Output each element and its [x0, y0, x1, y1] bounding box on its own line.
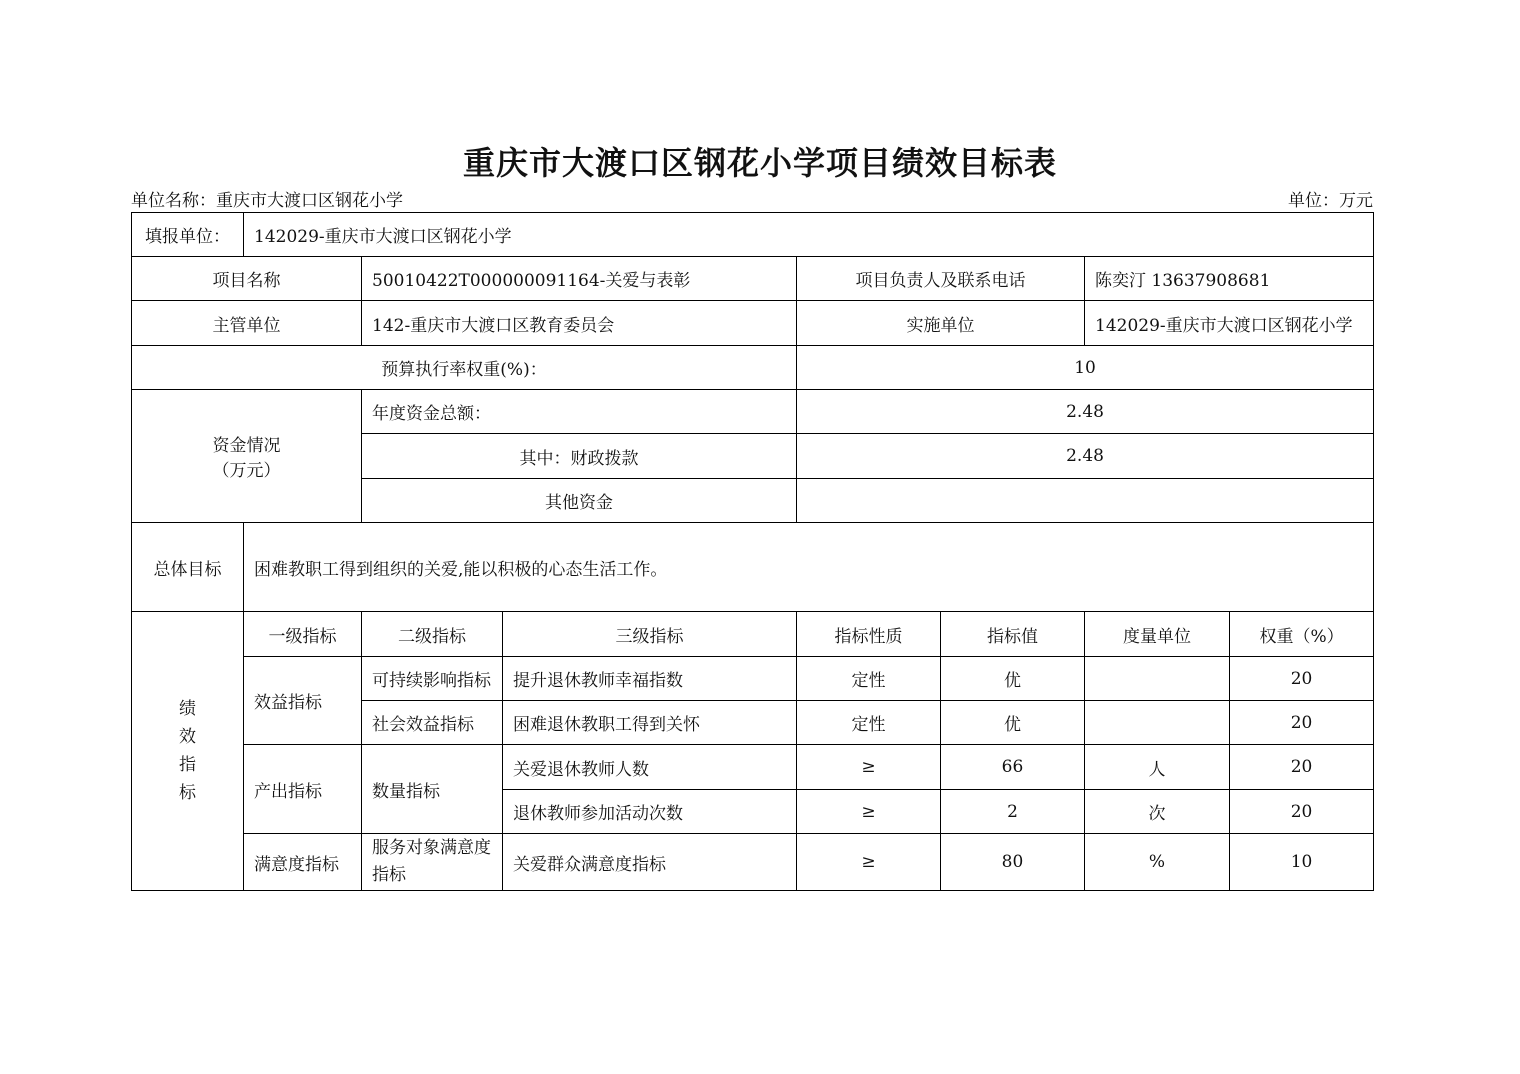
level3-cell: 退休教师参加活动次数	[503, 790, 797, 834]
fill-unit-row	[132, 213, 1374, 257]
level2-social: 社会效益指标	[362, 701, 503, 745]
performance-target-table	[131, 212, 1374, 891]
header-nature: 指标性质	[797, 612, 941, 657]
manager-label: 项目负责人及联系电话	[797, 257, 1085, 301]
level2-service-satisfaction: 服务对象满意度指标	[362, 834, 503, 891]
header-level2: 二级指标	[362, 612, 503, 657]
weight-cell: 20	[1230, 745, 1374, 790]
nature-cell: ≥	[797, 834, 941, 891]
level1-benefit: 效益指标	[244, 657, 362, 745]
budget-weight-value: 10	[797, 346, 1374, 390]
manager-value: 陈奕汀 13637908681	[1085, 257, 1374, 301]
unit-cell	[1085, 701, 1230, 745]
header-level1: 一级指标	[244, 612, 362, 657]
currency-unit-label: 单位：万元	[1288, 191, 1373, 211]
unit-cell: 人	[1085, 745, 1230, 790]
funds-label-line1: 资金情况	[212, 436, 281, 456]
header-unit: 度量单位	[1085, 612, 1230, 657]
funds-label	[132, 390, 362, 523]
unit-name-label: 单位名称：重庆市大渡口区钢花小学	[131, 191, 403, 211]
header-weight: 权重（%）	[1230, 612, 1374, 657]
table-row	[132, 745, 1374, 790]
value-cell: 2	[941, 790, 1085, 834]
level1-output: 产出指标	[244, 745, 362, 834]
section-char: 效	[179, 727, 196, 747]
fiscal-value: 2.48	[797, 434, 1374, 479]
project-name-label: 项目名称	[132, 257, 362, 301]
supervisor-row	[132, 301, 1374, 346]
weight-cell: 10	[1230, 834, 1374, 891]
value-cell: 优	[941, 701, 1085, 745]
unit-cell	[1085, 657, 1230, 701]
level3-cell: 提升退休教师幸福指数	[503, 657, 797, 701]
level3-cell: 关爱群众满意度指标	[503, 834, 797, 891]
performance-indicator-section-label	[132, 612, 244, 891]
value-cell: 优	[941, 657, 1085, 701]
project-name-row	[132, 257, 1374, 301]
level1-satisfaction: 满意度指标	[244, 834, 362, 891]
nature-cell: ≥	[797, 790, 941, 834]
value-cell: 80	[941, 834, 1085, 891]
fiscal-label: 其中：财政拨款	[362, 434, 797, 479]
section-char: 标	[179, 783, 196, 803]
nature-cell: ≥	[797, 745, 941, 790]
header-value: 指标值	[941, 612, 1085, 657]
weight-cell: 20	[1230, 657, 1374, 701]
other-funds-label: 其他资金	[362, 479, 797, 523]
project-name-value: 50010422T000000091164-关爱与表彰	[362, 257, 797, 301]
fill-unit-value: 142029-重庆市大渡口区钢花小学	[244, 213, 1374, 257]
budget-weight-row	[132, 346, 1374, 390]
overall-goal-label: 总体目标	[132, 523, 244, 612]
annual-total-label: 年度资金总额：	[362, 390, 797, 434]
overall-goal-row	[132, 523, 1374, 612]
indicator-header-row	[132, 612, 1374, 657]
level2-quantity: 数量指标	[362, 745, 503, 834]
supervisor-label: 主管单位	[132, 301, 362, 346]
level2-sustainable: 可持续影响指标	[362, 657, 503, 701]
value-cell: 66	[941, 745, 1085, 790]
unit-cell: %	[1085, 834, 1230, 891]
nature-cell: 定性	[797, 657, 941, 701]
page-title: 重庆市大渡口区钢花小学项目绩效目标表	[462, 144, 1057, 182]
fill-unit-label: 填报单位：	[132, 213, 244, 257]
implementer-value: 142029-重庆市大渡口区钢花小学	[1085, 301, 1374, 346]
section-char: 绩	[179, 699, 196, 719]
table-row	[132, 657, 1374, 701]
weight-cell: 20	[1230, 701, 1374, 745]
level3-cell: 关爱退休教师人数	[503, 745, 797, 790]
funds-label-line2: （万元）	[212, 461, 281, 481]
annual-total-row	[132, 390, 1374, 434]
nature-cell: 定性	[797, 701, 941, 745]
table-row	[132, 834, 1374, 891]
header-level3: 三级指标	[503, 612, 797, 657]
overall-goal-value: 困难教职工得到组织的关爱,能以积极的心态生活工作。	[244, 523, 1374, 612]
meta-line	[131, 186, 1373, 210]
level3-cell: 困难退休教职工得到关怀	[503, 701, 797, 745]
unit-cell: 次	[1085, 790, 1230, 834]
weight-cell: 20	[1230, 790, 1374, 834]
other-funds-value	[797, 479, 1374, 523]
section-char: 指	[179, 755, 196, 775]
implementer-label: 实施单位	[797, 301, 1085, 346]
annual-total-value: 2.48	[797, 390, 1374, 434]
supervisor-value: 142-重庆市大渡口区教育委员会	[362, 301, 797, 346]
budget-weight-label: 预算执行率权重(%)：	[132, 346, 797, 390]
